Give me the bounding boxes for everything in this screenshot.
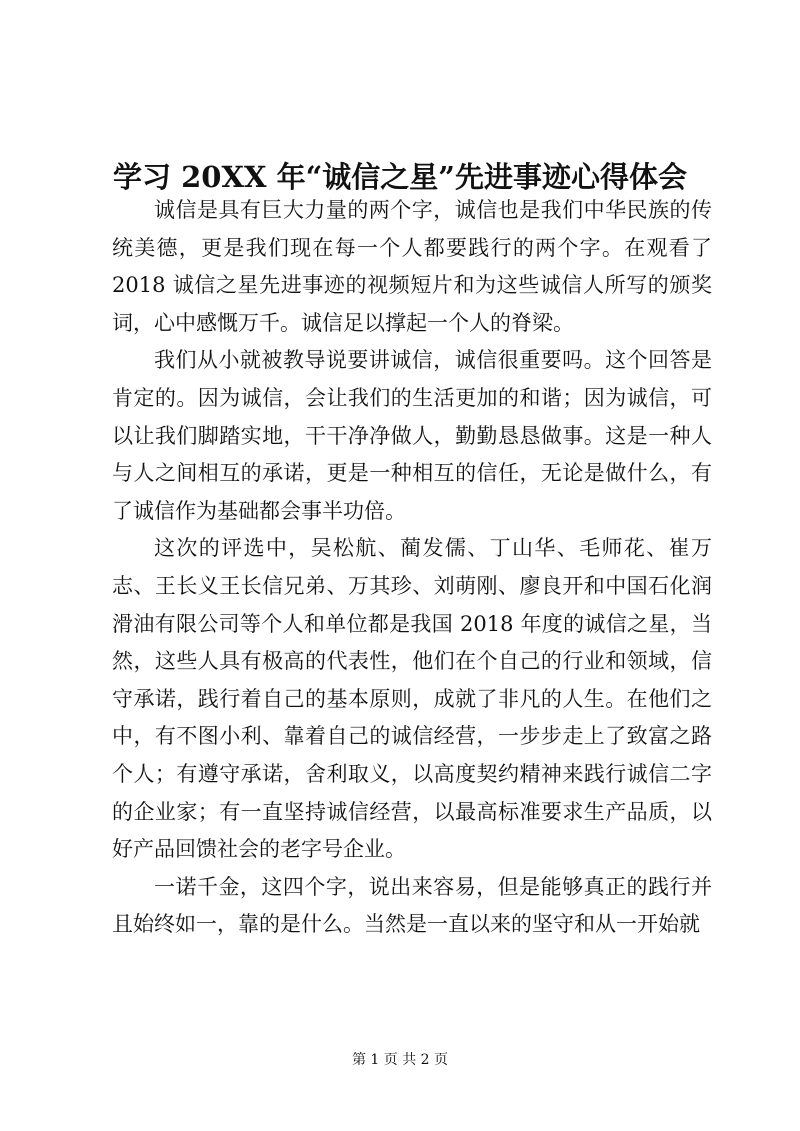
document-title: 学习 20XX 年“诚信之星”先进事迹心得体会 [113,160,687,195]
document-body [112,192,712,944]
paragraph-3: 这次的评选中，吴松航、蔺发儒、丁山华、毛师花、崔万志、王长义王长信兄弟、万其珍、刘萌刚、廖良开和中国石化润滑油有限公司等个人和单位都是我国 2018 年度的诚信之星，当然，这些人具有极高的代表性，他们在个自己的行业和领域，信守承诺，践行着自己的基本原则，成就了非凡的人生。在他们之中，有不图小利、靠着自己的诚信经营，一步步走上了致富之路个人；有遵守承诺，舍利取义，以高度契约精神来践行诚信二字的企业家；有一直坚持诚信经营，以最高标准要求生产品质，以好产品回馈社会的老字号企业。 [112,536,712,862]
paragraph-2: 我们从小就被教导说要讲诚信，诚信很重要吗。这个回答是肯定的。因为诚信，会让我们的生活更加的和谐；因为诚信，可以让我们脚踏实地，干干净净做人，勤勤恳恳做事。这是一种人与人之间相互的承诺，更是一种相互的信任，无论是做什么，有了诚信作为基础都会事半功倍。 [112,348,712,523]
paragraph-1: 诚信是具有巨大力量的两个字，诚信也是我们中华民族的传统美德，更是我们现在每一个人都要践行的两个字。在观看了2018 诚信之星先进事迹的视频短片和为这些诚信人所写的颁奖词，心中感慨万千。诚信足以撑起一个人的脊梁。 [112,198,712,335]
page-number-footer: 第 1 页 共 2 页 [351,1052,449,1068]
paragraph-4: 一诺千金，这四个字，说出来容易，但是能够真正的践行并且始终如一，靠的是什么。当然是一直以来的坚守和从一开始就 [112,874,712,937]
